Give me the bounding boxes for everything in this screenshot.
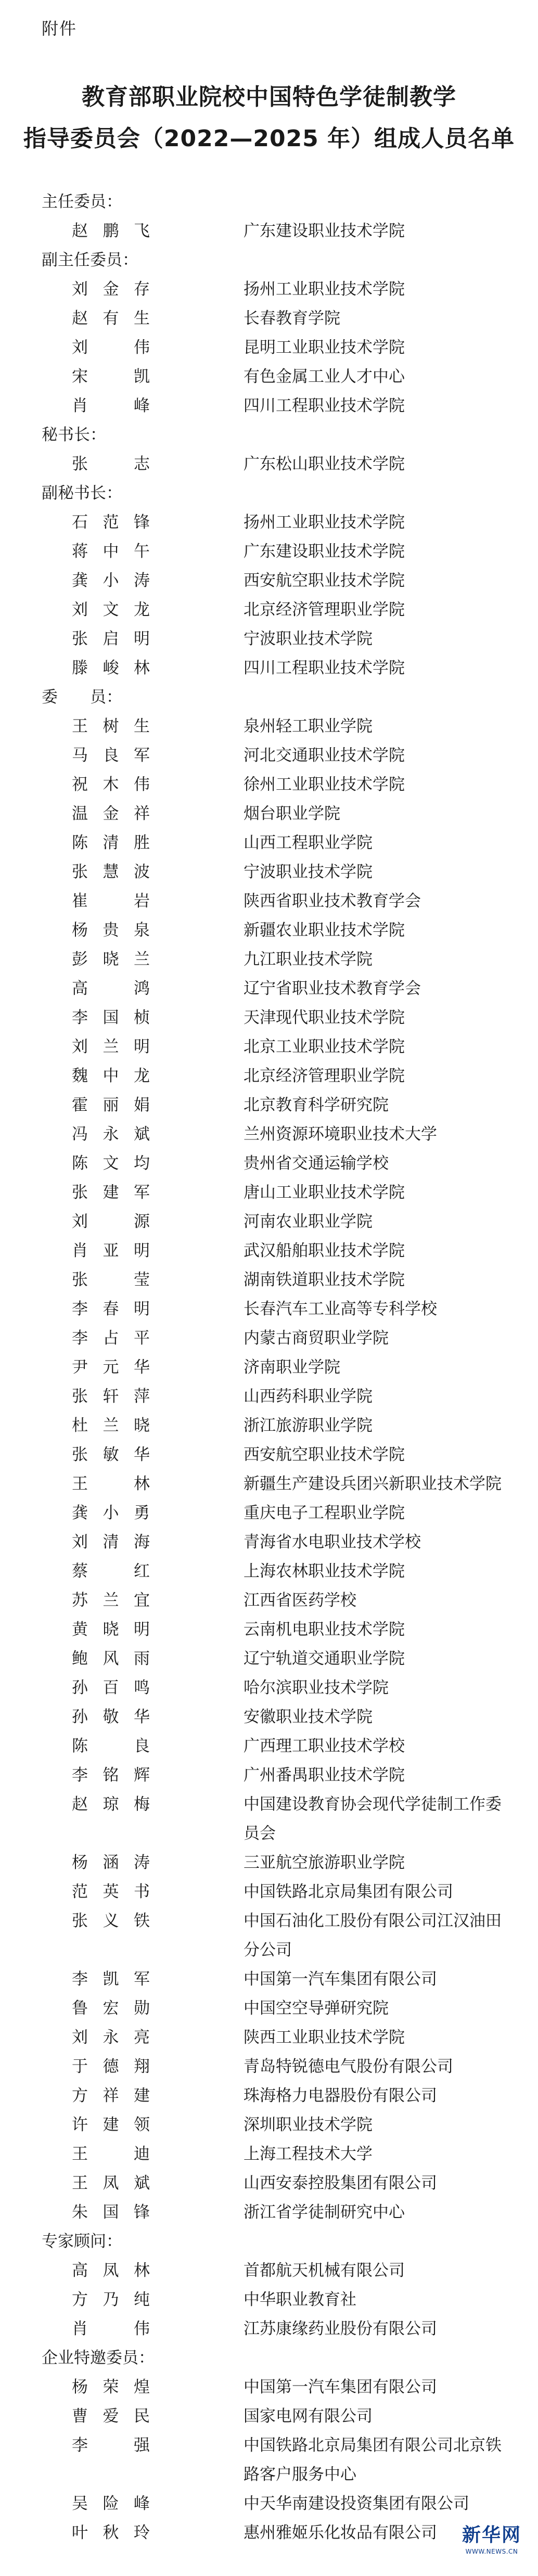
member-organization: 北京经济管理职业学院 — [244, 1067, 405, 1085]
member-row — [42, 653, 510, 683]
member-name: 石范锋 — [72, 513, 150, 532]
member-organization: 河北交通职业技术学院 — [244, 746, 405, 765]
member-roster — [42, 187, 510, 2547]
member-name: 肖亚明 — [72, 1241, 150, 1260]
member-name: 王树生 — [72, 717, 150, 736]
member-name: 许建领 — [72, 2116, 150, 2134]
member-organization: 北京教育科学研究院 — [244, 1096, 389, 1114]
member-row — [42, 1965, 510, 1994]
member-organization: 新疆农业职业技术学院 — [244, 921, 405, 940]
member-row — [42, 216, 510, 246]
member-organization: 山西安泰控股集团有限公司 — [244, 2174, 437, 2193]
member-row — [42, 362, 510, 391]
member-organization: 哈尔滨职业技术学院 — [244, 1678, 389, 1697]
member-name: 刘兰明 — [72, 1037, 150, 1056]
member-organization: 有色金属工业人才中心 — [244, 367, 405, 386]
member-name: 苏兰宜 — [72, 1591, 150, 1610]
member-row — [42, 1761, 510, 1790]
member-name: 刘文龙 — [72, 600, 150, 619]
member-organization: 广东建设职业技术学院 — [244, 542, 405, 561]
member-name: 张 志 — [72, 455, 150, 473]
member-row — [42, 1498, 510, 1528]
member-organization: 国家电网有限公司 — [244, 2407, 373, 2426]
member-organization: 内蒙古商贸职业学院 — [244, 1329, 389, 1348]
member-row — [42, 2314, 510, 2343]
member-organization: 兰州资源环境职业技术大学 — [244, 1125, 437, 1144]
member-name: 张启明 — [72, 630, 150, 648]
member-name: 蒋中午 — [72, 542, 150, 561]
member-name: 温金祥 — [72, 804, 150, 823]
member-row — [42, 1003, 510, 1032]
member-row — [42, 1382, 510, 1411]
member-name: 吴险峰 — [72, 2494, 150, 2513]
member-organization: 青海省水电职业技术学校 — [244, 1533, 421, 1552]
member-name: 黄晓明 — [72, 1620, 150, 1639]
member-name: 李国桢 — [72, 1008, 150, 1027]
member-row — [42, 1295, 510, 1324]
member-name: 王 林 — [72, 1475, 150, 1493]
member-name: 蔡 红 — [72, 1562, 150, 1581]
section-heading: 专家顾问： — [42, 2232, 122, 2251]
member-row — [42, 2110, 510, 2139]
member-organization: 山西药科职业学院 — [244, 1387, 373, 1406]
member-row — [42, 1236, 510, 1265]
member-name: 刘 源 — [72, 1212, 150, 1231]
member-name: 龚小涛 — [72, 571, 150, 590]
member-name: 方乃纯 — [72, 2290, 150, 2309]
member-row — [42, 1061, 510, 1091]
member-row — [42, 391, 510, 420]
member-organization: 北京经济管理职业学院 — [244, 600, 405, 619]
member-organization: 泉州轻工职业学院 — [244, 717, 373, 736]
member-name: 肖 伟 — [72, 2319, 150, 2338]
member-organization: 湖南铁道职业技术学院 — [244, 1271, 405, 1289]
member-row — [42, 450, 510, 479]
member-organization: 浙江旅游职业学院 — [244, 1416, 373, 1435]
member-row — [42, 1790, 510, 1848]
member-name: 张建军 — [72, 1183, 150, 1202]
member-row — [42, 799, 510, 828]
member-row — [42, 304, 510, 333]
member-organization: 中国建设教育协会现代学徒制工作委员会 — [244, 1795, 502, 1843]
member-row — [42, 1265, 510, 1295]
member-name: 于德翔 — [72, 2057, 150, 2076]
member-organization: 三亚航空旅游职业学院 — [244, 1853, 405, 1872]
member-name: 刘永亮 — [72, 2028, 150, 2047]
member-row — [42, 1440, 510, 1469]
member-name: 霍丽娟 — [72, 1096, 150, 1114]
member-name: 彭晓兰 — [72, 950, 150, 969]
member-row — [42, 1732, 510, 1761]
member-organization: 辽宁省职业技术教育学会 — [244, 979, 421, 998]
member-name: 赵琼梅 — [72, 1795, 150, 1814]
member-organization: 河南农业职业学院 — [244, 1212, 373, 1231]
section-heading: 企业特邀委员： — [42, 2349, 155, 2367]
member-name: 李 强 — [72, 2436, 150, 2455]
member-organization: 惠州雅姬乐化妆品有限公司 — [244, 2523, 437, 2542]
member-organization: 安徽职业技术学院 — [244, 1708, 373, 1726]
member-name: 李铭辉 — [72, 1766, 150, 1785]
member-name: 刘金存 — [72, 280, 150, 299]
member-name: 叶秋玲 — [72, 2523, 150, 2542]
member-row — [42, 2081, 510, 2110]
member-row — [42, 1091, 510, 1120]
member-organization: 广东建设职业技术学院 — [244, 222, 405, 240]
member-name: 王 迪 — [72, 2145, 150, 2163]
member-row — [42, 1644, 510, 1673]
member-organization: 中国铁路北京局集团有限公司北京铁路客户服务中心 — [244, 2436, 502, 2484]
member-name: 张义铁 — [72, 1912, 150, 1930]
member-organization: 广东松山职业技术学院 — [244, 455, 405, 473]
member-name: 杨涵涛 — [72, 1853, 150, 1872]
member-row — [42, 508, 510, 537]
member-row — [42, 1324, 510, 1353]
member-organization: 西安航空职业技术学院 — [244, 1445, 405, 1464]
member-name: 杨贵泉 — [72, 921, 150, 940]
member-row — [42, 624, 510, 653]
member-name: 方祥建 — [72, 2086, 150, 2105]
member-organization: 中国空空导弹研究院 — [244, 1999, 389, 2018]
member-name: 鲁宏勋 — [72, 1999, 150, 2018]
section-heading: 副秘书长： — [42, 484, 122, 503]
member-row — [42, 770, 510, 799]
member-organization: 昆明工业职业技术学院 — [244, 338, 405, 357]
member-organization: 首都航天机械有限公司 — [244, 2261, 405, 2280]
member-organization: 中国铁路北京局集团有限公司 — [244, 1882, 453, 1901]
member-row — [42, 1586, 510, 1615]
section-heading: 主任委员： — [42, 193, 122, 211]
document-title-line-2: 指导委员会（2022—2025 年）组成人员名单 — [23, 125, 515, 152]
member-organization: 长春教育学院 — [244, 309, 340, 328]
member-name: 李凯军 — [72, 1970, 150, 1989]
member-organization: 四川工程职业技术学院 — [244, 396, 405, 415]
member-name: 张敏华 — [72, 1445, 150, 1464]
member-row — [42, 945, 510, 974]
member-row — [42, 1906, 510, 1965]
member-row — [42, 595, 510, 624]
document-title-line-1: 教育部职业院校中国特色学徒制教学 — [82, 84, 456, 110]
member-row — [42, 1178, 510, 1207]
member-name: 朱国锋 — [72, 2203, 150, 2222]
member-organization: 中天华南建设投资集团有限公司 — [244, 2494, 469, 2513]
member-organization: 宁波职业技术学院 — [244, 630, 373, 648]
xinhua-watermark-logo — [455, 2523, 528, 2565]
member-name: 刘清海 — [72, 1533, 150, 1552]
member-organization: 陕西工业职业技术学院 — [244, 2028, 405, 2047]
member-name: 王凤斌 — [72, 2174, 150, 2193]
watermark-brand-en: WWW.NEWS.CN — [465, 2548, 518, 2555]
member-name: 杨荣煌 — [72, 2378, 150, 2396]
member-organization: 北京工业职业技术学院 — [244, 1037, 405, 1056]
member-row — [42, 741, 510, 770]
section-heading: 副主任委员： — [42, 251, 138, 270]
member-organization: 武汉船舶职业技术学院 — [244, 1241, 405, 1260]
member-row — [42, 887, 510, 916]
member-name: 龚小勇 — [72, 1504, 150, 1522]
member-name: 陈文均 — [72, 1154, 150, 1173]
member-row — [42, 2256, 510, 2285]
member-row — [42, 2052, 510, 2081]
member-organization: 山西工程职业学院 — [244, 834, 373, 852]
member-row — [42, 2373, 510, 2402]
member-row — [42, 2198, 510, 2227]
member-organization: 九江职业技术学院 — [244, 950, 373, 969]
member-row — [42, 1528, 510, 1557]
member-row — [42, 566, 510, 595]
member-organization: 广西理工职业技术学校 — [244, 1737, 405, 1755]
section-heading: 秘书长： — [42, 426, 106, 444]
member-organization: 江苏康缘药业股份有限公司 — [244, 2319, 437, 2338]
member-organization: 贵州省交通运输学校 — [244, 1154, 389, 1173]
member-organization: 扬州工业职业技术学院 — [244, 280, 405, 299]
member-row — [42, 2518, 510, 2547]
member-organization: 四川工程职业技术学院 — [244, 659, 405, 677]
member-organization: 中国第一汽车集团有限公司 — [244, 1970, 437, 1989]
member-organization: 深圳职业技术学院 — [244, 2116, 373, 2134]
member-organization: 宁波职业技术学院 — [244, 863, 373, 881]
member-name: 曹爱民 — [72, 2407, 150, 2426]
member-name: 孙敬华 — [72, 1708, 150, 1726]
member-name: 杜兰晓 — [72, 1416, 150, 1435]
member-organization: 中华职业教育社 — [244, 2290, 356, 2309]
member-row — [42, 1411, 510, 1440]
watermark-brand-cn: 新华网 — [462, 2524, 521, 2546]
member-name: 尹元华 — [72, 1358, 150, 1377]
member-organization: 中国第一汽车集团有限公司 — [244, 2378, 437, 2396]
member-row — [42, 2285, 510, 2314]
member-name: 张 莹 — [72, 1271, 150, 1289]
member-organization: 云南机电职业技术学院 — [244, 1620, 405, 1639]
member-organization: 西安航空职业技术学院 — [244, 571, 405, 590]
member-name: 范英书 — [72, 1882, 150, 1901]
member-name: 冯永斌 — [72, 1125, 150, 1144]
member-row — [42, 2402, 510, 2431]
member-row — [42, 857, 510, 887]
member-name: 滕峻林 — [72, 659, 150, 677]
member-organization: 徐州工业职业技术学院 — [244, 775, 405, 794]
member-organization: 重庆电子工程职业学院 — [244, 1504, 405, 1522]
member-organization: 辽宁轨道交通职业学院 — [244, 1649, 405, 1668]
member-row — [42, 1877, 510, 1906]
member-row — [42, 1120, 510, 1149]
member-name: 肖 峰 — [72, 396, 150, 415]
member-organization: 上海农林职业技术学院 — [244, 1562, 405, 1581]
member-name: 鲍风雨 — [72, 1649, 150, 1668]
member-row — [42, 1673, 510, 1702]
member-row — [42, 2431, 510, 2489]
member-organization: 广州番禺职业技术学院 — [244, 1766, 405, 1785]
member-name: 张轩萍 — [72, 1387, 150, 1406]
member-organization: 珠海格力电器股份有限公司 — [244, 2086, 437, 2105]
appendix-label: 附件 — [42, 19, 78, 39]
member-organization: 唐山工业职业技术学院 — [244, 1183, 405, 1202]
member-name: 李占平 — [72, 1329, 150, 1348]
member-row — [42, 333, 510, 362]
member-name: 马良军 — [72, 746, 150, 765]
member-row — [42, 2023, 510, 2052]
member-organization: 浙江省学徒制研究中心 — [244, 2203, 405, 2222]
member-name: 魏中龙 — [72, 1067, 150, 1085]
member-name: 崔 岩 — [72, 892, 150, 911]
member-name: 刘 伟 — [72, 338, 150, 357]
member-row — [42, 2489, 510, 2518]
member-row — [42, 1149, 510, 1178]
member-organization: 天津现代职业技术学院 — [244, 1008, 405, 1027]
member-row — [42, 537, 510, 566]
section-heading: 委 员： — [42, 688, 122, 707]
member-row — [42, 916, 510, 945]
member-row — [42, 1557, 510, 1586]
member-organization: 上海工程技术大学 — [244, 2145, 373, 2163]
member-organization: 济南职业学院 — [244, 1358, 340, 1377]
member-organization: 江西省医药学校 — [244, 1591, 356, 1610]
member-row — [42, 828, 510, 857]
member-row — [42, 1207, 510, 1236]
member-name: 陈 良 — [72, 1737, 150, 1755]
member-name: 高凤林 — [72, 2261, 150, 2280]
member-name: 高 鸿 — [72, 979, 150, 998]
member-name: 宋 凯 — [72, 367, 150, 386]
member-organization: 烟台职业学院 — [244, 804, 340, 823]
member-row — [42, 1702, 510, 1732]
member-organization: 中国石油化工股份有限公司江汉油田分公司 — [244, 1912, 502, 1959]
member-row — [42, 1848, 510, 1877]
member-organization: 陕西省职业技术教育学会 — [244, 892, 421, 911]
member-row — [42, 1994, 510, 2023]
member-organization: 新疆生产建设兵团兴新职业技术学院 — [244, 1475, 502, 1493]
member-name: 祝木伟 — [72, 775, 150, 794]
member-name: 陈清胜 — [72, 834, 150, 852]
member-row — [42, 275, 510, 304]
member-row — [42, 2139, 510, 2169]
member-row — [42, 1353, 510, 1382]
member-row — [42, 1469, 510, 1498]
member-name: 赵鹏飞 — [72, 222, 150, 240]
member-name: 张慧波 — [72, 863, 150, 881]
member-organization: 扬州工业职业技术学院 — [244, 513, 405, 532]
member-row — [42, 974, 510, 1003]
member-row — [42, 1032, 510, 1061]
member-organization: 青岛特锐德电气股份有限公司 — [244, 2057, 453, 2076]
member-row — [42, 712, 510, 741]
member-row — [42, 1615, 510, 1644]
member-name: 李春明 — [72, 1300, 150, 1318]
member-row — [42, 2169, 510, 2198]
member-name: 孙百鸣 — [72, 1678, 150, 1697]
member-name: 赵有生 — [72, 309, 150, 328]
member-organization: 长春汽车工业高等专科学校 — [244, 1300, 437, 1318]
